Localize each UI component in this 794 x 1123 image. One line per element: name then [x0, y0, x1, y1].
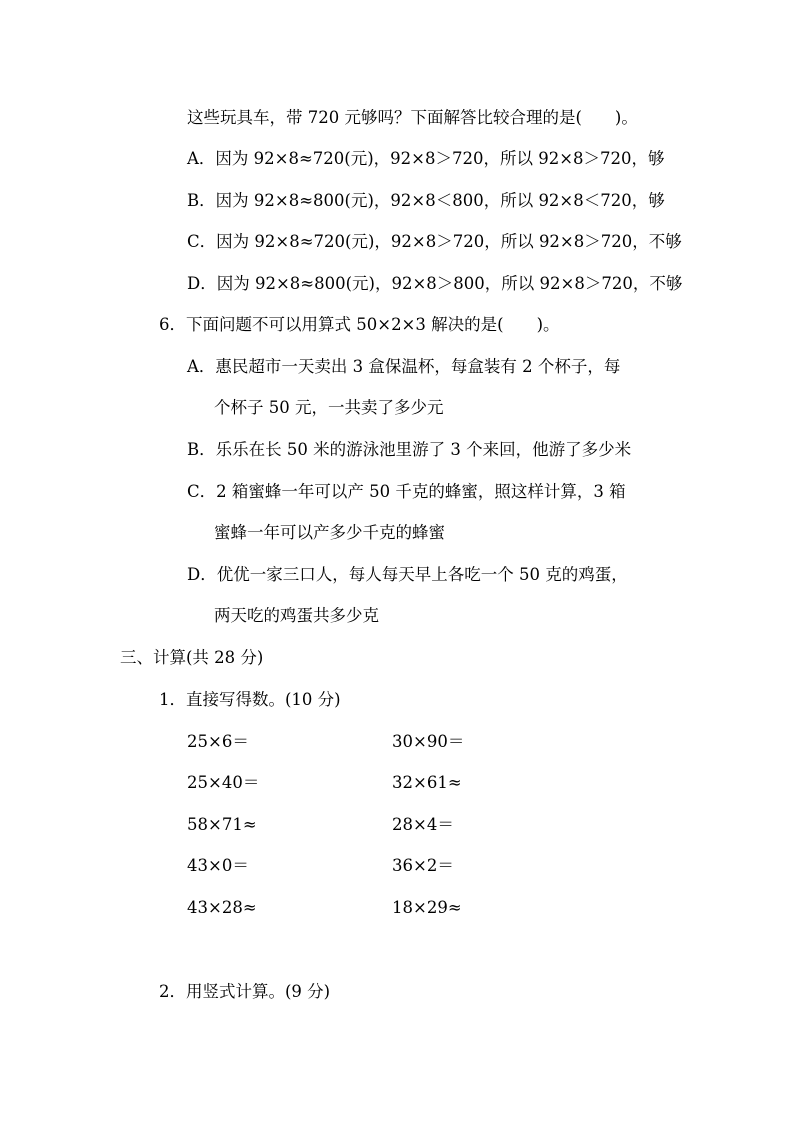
calc-left-4: 43×0＝ [187, 856, 249, 875]
question-6-option-a-line1: A．惠民超市一天卖出 3 盒保温杯，每盒装有 2 个杯子，每 [187, 357, 621, 376]
question-6-option-c-line2: 蜜蜂一年可以产多少千克的蜂蜜 [214, 523, 445, 542]
calc-left-3: 58×71≈ [187, 815, 257, 834]
section-3-title: 三、计算(共 28 分) [120, 648, 264, 667]
question-5-option-c: C．因为 92×8≈720(元)，92×8＞720，所以 92×8＞720，不够 [187, 232, 682, 251]
calc-right-1: 30×90＝ [392, 732, 465, 751]
question-6-stem: 6．下面问题不可以用算式 50×2×3 解决的是( )。 [159, 315, 560, 334]
question-5-option-d: D．因为 92×8≈800(元)，92×8＞800，所以 92×8＞720，不够 [187, 274, 683, 293]
question-6-option-d-line2: 两天吃的鸡蛋共多少克 [214, 606, 379, 625]
calc-left-2: 25×40＝ [187, 773, 260, 792]
question-5-option-a: A．因为 92×8≈720(元)，92×8＞720，所以 92×8＞720，够 [187, 149, 665, 168]
section-3-sub-1: 1．直接写得数。(10 分) [159, 690, 341, 709]
question-6-option-c-line1: C．2 箱蜜蜂一年可以产 50 千克的蜂蜜，照这样计算，3 箱 [187, 482, 626, 501]
question-5-option-b: B．因为 92×8≈800(元)，92×8＜800，所以 92×8＜720，够 [187, 191, 665, 210]
question-6-option-a-line2: 个杯子 50 元，一共卖了多少元 [214, 398, 444, 417]
calc-right-5: 18×29≈ [392, 898, 462, 917]
calc-left-5: 43×28≈ [187, 898, 257, 917]
calc-right-3: 28×4＝ [392, 815, 454, 834]
section-3-sub-2: 2．用竖式计算。(9 分) [159, 982, 331, 1001]
question-6-option-d-line1: D．优优一家三口人，每人每天早上各吃一个 50 克的鸡蛋， [187, 565, 628, 584]
calc-left-1: 25×6＝ [187, 732, 249, 751]
calc-right-4: 36×2＝ [392, 856, 454, 875]
question-6-option-b: B．乐乐在长 50 米的游泳池里游了 3 个来回，他游了多少米 [187, 440, 632, 459]
calc-right-2: 32×61≈ [392, 773, 462, 792]
question-5-stem-continuation: 这些玩具车，带 720 元够吗？下面解答比较合理的是( )。 [187, 108, 638, 127]
